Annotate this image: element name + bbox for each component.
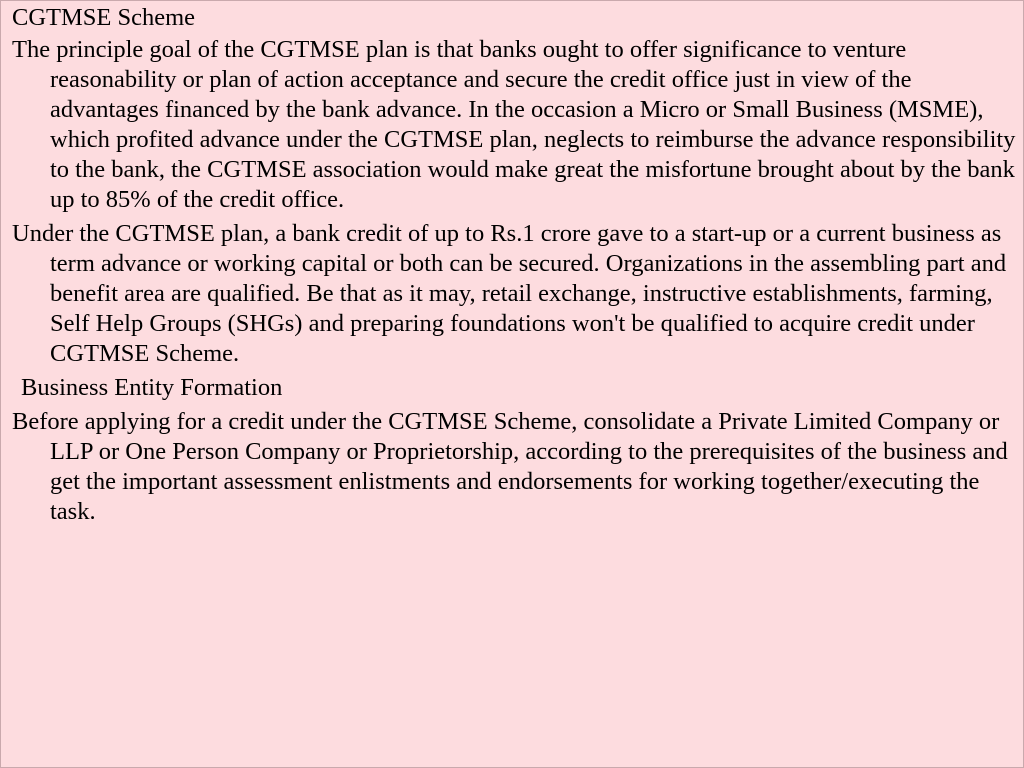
cgtmse-goal-paragraph: The principle goal of the CGTMSE plan is that banks ought to offer significance to venture reasonability or plan of action acceptance and secure the credit office just in view of the advantages financed by the bank advance. In the occasion a Micro or Small Business (MSME), which profited advance under the CGTMSE plan, neglects to reimburse the advance responsibility to the bank, the CGTMSE association would make great the misfortune brought about by the bank up to 85% of the credit office.: [12, 36, 1016, 213]
business-entity-heading: Business Entity Formation: [21, 374, 283, 401]
business-entity-paragraph: Before applying for a credit under the CGTMSE Scheme, consolidate a Private Limited Company or LLP or One Person Company or Proprietorship, according to the prerequisites of the business and get the important assessment enlistments and endorsements for working together/executing the task.: [12, 408, 1008, 525]
cgtmse-scheme-heading: CGTMSE Scheme: [12, 4, 196, 31]
slide-content: [12, 3, 1016, 531]
cgtmse-eligibility-paragraph: Under the CGTMSE plan, a bank credit of up to Rs.1 crore gave to a start-up or a current business as term advance or working capital or both can be secured. Organizations in the assembling part and benefit area are qualified. Be that as it may, retail exchange, instructive establishments, farming, Self Help Groups (SHGs) and preparing foundations won't be qualified to acquire credit under CGTMSE Scheme.: [12, 220, 1007, 367]
